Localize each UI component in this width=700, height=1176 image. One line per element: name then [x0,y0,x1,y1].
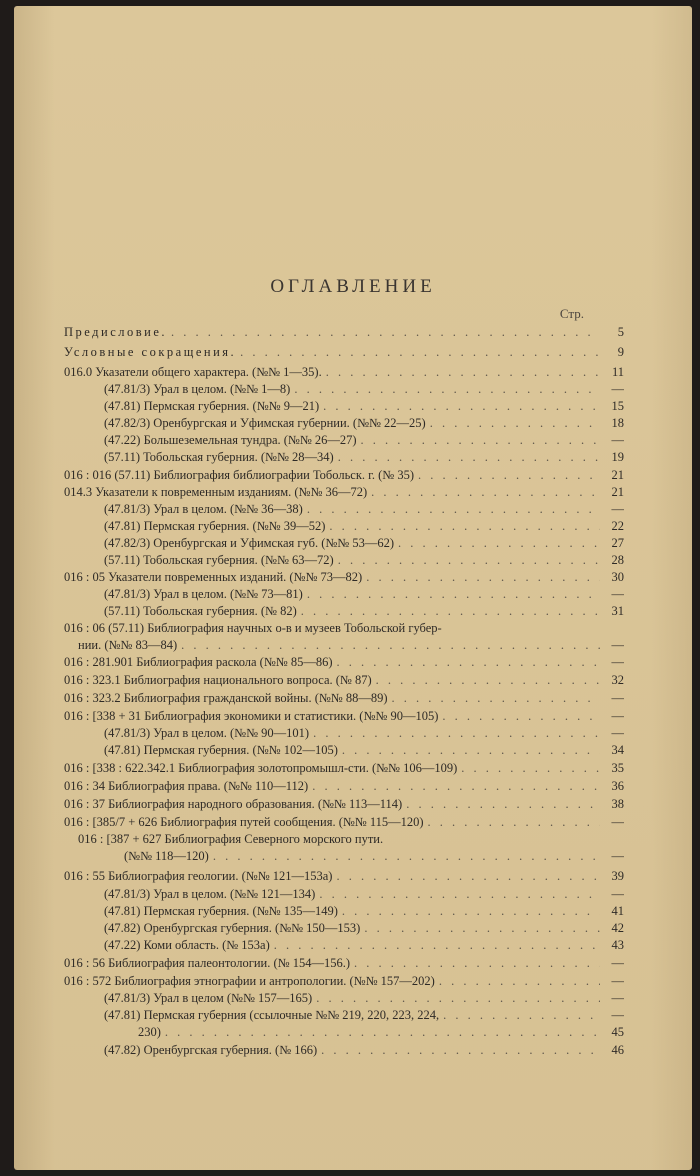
toc-entry-page: 18 [611,416,624,430]
leader-dots [319,886,600,903]
toc-entry [78,831,624,848]
toc-entry [104,742,624,759]
toc-entry-text: нии. (№№ 83—84) [78,638,178,652]
toc-entry-text: 016 : 323.2 Библиография гражданской войны. (№№ 88—89) [64,691,388,705]
toc-entry [64,708,624,725]
toc-entry [64,364,624,381]
toc-entry [104,1007,624,1024]
toc-entry [104,586,624,603]
toc-entry [64,796,624,813]
leader-dots [342,903,600,920]
page-title: ОГЛАВЛЕНИЕ [270,276,436,297]
leader-dots [307,501,600,518]
leader-dots [428,814,600,831]
toc-entry-page: 43 [611,938,624,952]
toc-entry-text: 016.0 Указатели общего характера. (№№ 1—35). [64,365,322,379]
toc-entry [104,432,624,449]
toc-entry [64,324,624,341]
toc-entry-page: — [611,638,624,652]
leader-dots [361,432,600,449]
leader-dots [213,848,600,865]
leader-dots [338,552,600,569]
toc-entry-text: (47.81) Пермская губерния. (№№ 102—105) [104,743,338,757]
toc-entry-page: 21 [611,468,624,482]
toc-entry [104,535,624,552]
toc-entry-page: — [611,382,624,396]
toc-entry-text: 016 : 37 Библиография народного образования. (№№ 113—114) [64,797,403,811]
leader-dots [392,690,600,707]
leader-dots [329,518,600,535]
toc-entry-page: 9 [617,345,624,359]
toc-entry [64,569,624,586]
toc-entry-text: (47.82/3) Оренбургская и Уфимская губернии. (№№ 22—25) [104,416,426,430]
toc-entry [64,868,624,885]
toc-entry-page: 21 [611,485,624,499]
toc-entry [78,637,624,654]
toc-entry-text: 016 : 05 Указатели повременных изданий. (№№ 73—82) [64,570,363,584]
toc-entry [104,903,624,920]
toc-entry-text: 016 : 572 Библиография этнографии и антропологии. (№№ 157—202) [64,974,435,988]
leader-dots [342,742,600,759]
toc-entry [64,672,624,689]
toc-entry-text: (47.81) Пермская губерния. (№№ 39—52) [104,519,326,533]
toc-entry [64,778,624,795]
toc-entry-text: Условные сокращения. [64,345,237,359]
toc-entry-page: 19 [611,450,624,464]
toc-entry [124,848,624,865]
toc-entry [104,1042,624,1059]
toc-entry [64,467,624,484]
toc-entry [104,449,624,466]
toc-entry-page: 38 [611,797,624,811]
toc-entry-page: 35 [611,761,624,775]
toc-entry-page: 36 [611,779,624,793]
leader-dots [371,484,600,501]
toc-entry-page: 11 [611,365,624,379]
toc-entry [64,654,624,671]
toc-entry-page: 31 [611,604,624,618]
toc-entry-page: 22 [611,519,624,533]
leader-dots [338,449,600,466]
toc-entry-page: 28 [611,553,624,567]
leader-dots [321,1042,600,1059]
toc-entry [64,955,624,972]
leader-dots [398,535,600,552]
toc-entry-text: 016 : 34 Библиография права. (№№ 110—112) [64,779,309,793]
toc-entry-page: 46 [611,1043,624,1057]
toc-entry [64,973,624,990]
leader-dots [354,955,600,972]
toc-entry-page: — [611,887,624,901]
toc-entry [138,1024,624,1041]
leader-dots [337,654,601,671]
toc-entry-page: 32 [611,673,624,687]
toc-entry-text: (57.11) Тобольская губерния. (№№ 28—34) [104,450,334,464]
toc-entry-text: (47.82/3) Оренбургская и Уфимская губ. (№№ 53—62) [104,536,395,550]
toc-entry-text: 016 : [338 + 31 Библиография экономики и статистики. (№№ 90—105) [64,709,439,723]
toc-entry-text: (47.22) Большеземельная тундра. (№№ 26—27) [104,433,357,447]
toc-entry-text: (47.81) Пермская губерния. (№№ 9—21) [104,399,320,413]
toc-entry [104,725,624,742]
leader-dots [312,778,600,795]
toc-entry-text: 016 : [338 : 622.342.1 Библиография золотопромышл-сти. (№№ 106—109) [64,761,458,775]
toc-entry-page: — [611,691,624,705]
toc-entry [104,990,624,1007]
toc-entry-page: — [611,956,624,970]
toc-entry [64,344,624,361]
toc-entry-page: — [611,655,624,669]
toc-entry-text: (47.81/3) Урал в целом. (№№ 90—101) [104,726,310,740]
toc-entry [104,920,624,937]
toc-entry-page: 45 [611,1025,624,1039]
toc-entry [104,398,624,415]
leader-dots [274,937,600,954]
leader-dots [301,603,600,620]
toc-entry [64,814,624,831]
toc-entry-page: — [611,974,624,988]
toc-entry-text: (47.81/3) Урал в целом. (№№ 1—8) [104,382,291,396]
toc-entry [64,484,624,501]
leader-dots [323,398,600,415]
leader-dots [461,760,600,777]
toc-entry-page: 30 [611,570,624,584]
toc-entry-text: (№№ 118—120) [124,849,209,863]
toc-entry [104,937,624,954]
leader-dots [307,586,600,603]
leader-dots [294,381,600,398]
toc-entry-text: (47.81) Пермская губерния (ссылочные №№ 219, 220, 223, 224, [104,1008,440,1022]
toc-entry-page: 41 [611,904,624,918]
toc-entry-text: (47.22) Коми область. (№ 153а) [104,938,270,952]
toc-entry-text: (47.81) Пермская губерния. (№№ 135—149) [104,904,338,918]
toc-entry-page: 27 [611,536,624,550]
toc-entry-page: — [611,1008,624,1022]
page-column-label: Стр. [559,306,584,321]
toc-entry-text: 016 : 06 (57.11) Библиография научных о-в и музеев Тобольской губер- [64,621,442,635]
toc-entry-text: (57.11) Тобольская губерния. (№№ 63—72) [104,553,334,567]
toc-entry-page: — [611,433,624,447]
leader-dots [313,725,600,742]
toc-entry-text: 016 : [387 + 627 Библиография Северного морского пути. [78,832,384,846]
toc-entry-page: — [611,726,624,740]
leader-dots [364,920,600,937]
toc-entry [104,381,624,398]
leader-dots [326,364,600,381]
toc-entry-page: — [611,849,624,863]
leader-dots [336,868,600,885]
leader-dots [171,324,600,341]
toc-entry-page: 34 [611,743,624,757]
toc-entry-text: 016 : 55 Библиография геологии. (№№ 121—153а) [64,869,333,883]
toc-entry-text: 016 : 56 Библиография палеонтологии. (№ 154—156.) [64,956,350,970]
toc-entry-text: 016 : 016 (57.11) Библиография библиографии Тобольск. г. (№ 35) [64,468,414,482]
toc-entry-text: (57.11) Тобольская губерния. (№ 82) [104,604,297,618]
toc-entry [64,620,624,637]
toc-entry-page: — [611,709,624,723]
leader-dots [430,415,600,432]
leader-dots [376,672,600,689]
toc-entry-text: 016 : [385/7 + 626 Библиография путей сообщения. (№№ 115—120) [64,815,424,829]
toc-entry-text: (47.82) Оренбургская губерния. (№ 166) [104,1043,318,1057]
toc-entry-text: 016 : 323.1 Библиография национального вопроса. (№ 87) [64,673,372,687]
toc-entry [104,552,624,569]
toc-entry-page: 15 [611,399,624,413]
toc-entry-page: — [611,502,624,516]
toc-entry-page: — [611,815,624,829]
toc-entry [104,886,624,903]
leader-dots [316,990,600,1007]
toc-entry [104,501,624,518]
toc-entry-text: 014.3 Указатели к повременным изданиям. (№№ 36—72) [64,485,368,499]
leader-dots [418,467,600,484]
leader-dots [442,708,600,725]
toc-entry [104,518,624,535]
leader-dots [439,973,600,990]
toc-entry-text: 230) [138,1025,161,1039]
toc-entry [64,690,624,707]
toc-entry-page: — [611,587,624,601]
toc-entry-text: (47.81/3) Урал в целом. (№№ 121—134) [104,887,316,901]
toc-entry-page: 39 [611,869,624,883]
toc-entry-text: 016 : 281.901 Библиография раскола (№№ 85—86) [64,655,333,669]
toc-entry-page: 42 [611,921,624,935]
leader-dots [366,569,600,586]
toc-entry-text: (47.81/3) Урал в целом. (№№ 73—81) [104,587,303,601]
toc-entry-text: Предисловие. [64,325,168,339]
toc-entry [64,760,624,777]
leader-dots [406,796,600,813]
toc-entry-page: — [611,991,624,1005]
toc-entry [104,603,624,620]
toc-entry-text: (47.81/3) Урал в целом. (№№ 36—38) [104,502,303,516]
leader-dots [165,1024,600,1041]
toc-entry [104,415,624,432]
toc-entry-text: (47.81/3) Урал в целом (№№ 157—165) [104,991,313,1005]
leader-dots [443,1007,600,1024]
toc-entry-text: (47.82) Оренбургская губерния. (№№ 150—153) [104,921,361,935]
toc-entry-page: 5 [617,325,624,339]
book-page [14,6,692,1170]
leader-dots [240,344,600,361]
leader-dots [181,637,600,654]
